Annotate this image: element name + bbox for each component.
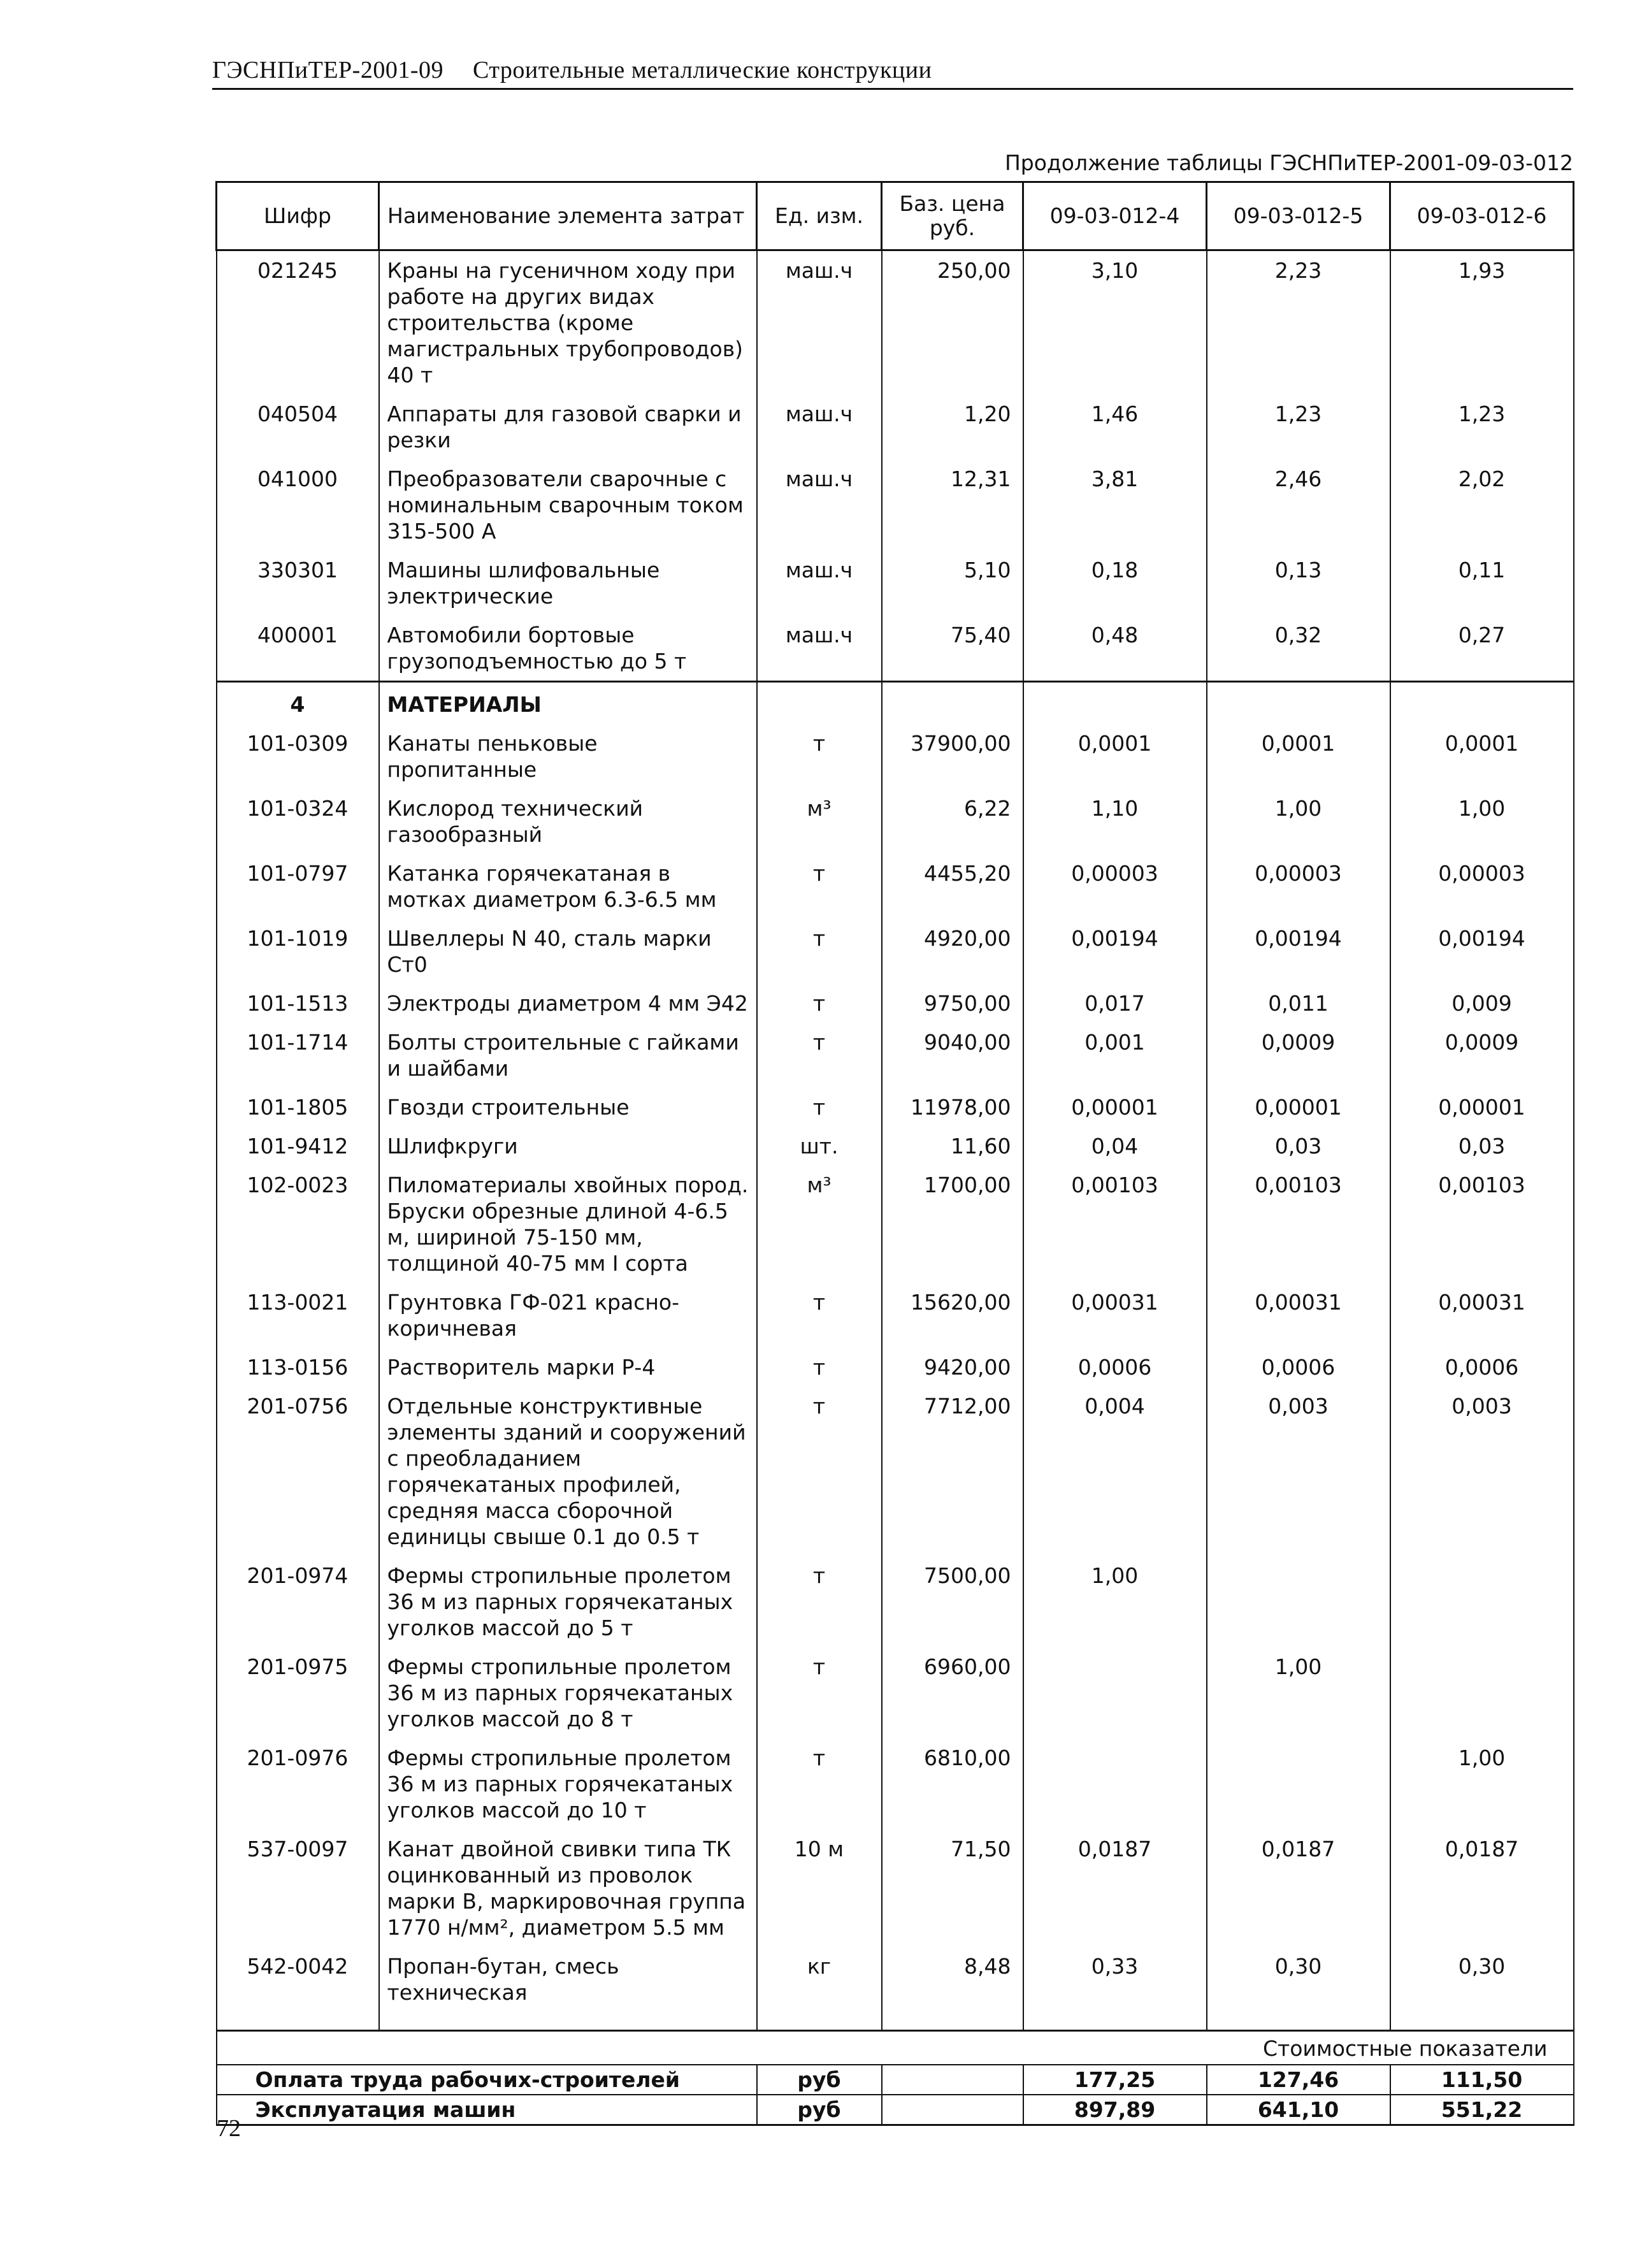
- norm-value-4: [1023, 1647, 1207, 1738]
- base-price: 15620,00: [882, 1283, 1023, 1348]
- base-price: 75,40: [882, 616, 1023, 682]
- norm-value-5: 1,00: [1207, 789, 1390, 854]
- resource-name: Канаты пеньковые пропитанные: [379, 724, 757, 789]
- table-row: [217, 551, 1574, 616]
- norm-value-4: 3,10: [1023, 250, 1207, 395]
- header-code: ГЭСНПиТЕР-2001-09: [212, 57, 443, 83]
- norm-value-6: 0,00194: [1390, 919, 1574, 984]
- table-row: [217, 789, 1574, 854]
- norm-value-6: 0,00003: [1390, 854, 1574, 919]
- norm-value-4: 0,00003: [1023, 854, 1207, 919]
- base-price: 6810,00: [882, 1738, 1023, 1830]
- base-price: 37900,00: [882, 724, 1023, 789]
- resource-code: 201-0756: [217, 1387, 379, 1556]
- base-price: 8,48: [882, 1947, 1023, 2012]
- resource-code: 201-0975: [217, 1647, 379, 1738]
- norm-value-5: 0,00103: [1207, 1166, 1390, 1283]
- table-row: [217, 1283, 1574, 1348]
- norm-value-5: 0,03: [1207, 1127, 1390, 1166]
- cost-indicators-label: Стоимостные показатели: [217, 2031, 1574, 2065]
- norm-value-6: 1,00: [1390, 1738, 1574, 1830]
- resource-code: 021245: [217, 250, 379, 395]
- norm-value-5: 0,0006: [1207, 1348, 1390, 1387]
- table-row: [217, 250, 1574, 395]
- resource-code: 101-0309: [217, 724, 379, 789]
- norm-value-5: 2,23: [1207, 250, 1390, 395]
- base-price: 1,20: [882, 394, 1023, 459]
- norm-value-6: 0,00031: [1390, 1283, 1574, 1348]
- base-price: 9420,00: [882, 1348, 1023, 1387]
- norm-value-5: 0,13: [1207, 551, 1390, 616]
- cost-indicators-row: [217, 2031, 1574, 2065]
- col-header-norm-5: 09-03-012-5: [1207, 182, 1390, 250]
- resource-unit: т: [757, 1387, 882, 1556]
- norm-value-5: 0,00031: [1207, 1283, 1390, 1348]
- resource-unit: 10 м: [757, 1830, 882, 1947]
- col-header-code: Шифр: [217, 182, 379, 250]
- norm-value-4: 0,0006: [1023, 1348, 1207, 1387]
- norm-value-5: 0,003: [1207, 1387, 1390, 1556]
- base-price: 11978,00: [882, 1088, 1023, 1127]
- norm-value-6: 0,00103: [1390, 1166, 1574, 1283]
- norm-value-6: 2,02: [1390, 459, 1574, 551]
- resource-code: 113-0156: [217, 1348, 379, 1387]
- summary-row: [217, 2095, 1574, 2125]
- base-price: 12,31: [882, 459, 1023, 551]
- col-header-norm-4: 09-03-012-4: [1023, 182, 1207, 250]
- summary-blank: [882, 2095, 1023, 2125]
- norm-value-4: 0,017: [1023, 984, 1207, 1023]
- summary-value-4: 177,25: [1023, 2065, 1207, 2095]
- norm-value-5: 0,0009: [1207, 1023, 1390, 1088]
- norm-value-6: 0,0006: [1390, 1348, 1574, 1387]
- summary-value-5: 641,10: [1207, 2095, 1390, 2125]
- base-price: 9040,00: [882, 1023, 1023, 1088]
- norm-value-6: 0,003: [1390, 1387, 1574, 1556]
- norm-value-5: 0,011: [1207, 984, 1390, 1023]
- resource-unit: т: [757, 1738, 882, 1830]
- table-row: [217, 1387, 1574, 1556]
- norm-value-6: 1,00: [1390, 789, 1574, 854]
- resource-name: Шлифкруги: [379, 1127, 757, 1166]
- norm-value-4: 0,00103: [1023, 1166, 1207, 1283]
- norm-value-5: 0,30: [1207, 1947, 1390, 2012]
- norm-value-5: 0,00194: [1207, 919, 1390, 984]
- resource-name: Гвозди строительные: [379, 1088, 757, 1127]
- resource-name: Краны на гусеничном ходу при работе на других видах строительства (кроме магистральных трубопроводов) 40 т: [379, 250, 757, 395]
- base-price: 6960,00: [882, 1647, 1023, 1738]
- col-header-norm-6: 09-03-012-6: [1390, 182, 1574, 250]
- table-row: [217, 1947, 1574, 2012]
- norm-value-4: 3,81: [1023, 459, 1207, 551]
- norm-value-5: 1,23: [1207, 394, 1390, 459]
- norm-value-4: 0,18: [1023, 551, 1207, 616]
- table-row: [217, 394, 1574, 459]
- resource-name: Отдельные конструктивные элементы зданий и сооружений с преобладанием горячекатаных профилей, средняя масса сборочной единицы свыше 0.1 до 0.5 т: [379, 1387, 757, 1556]
- summary-value-6: 551,22: [1390, 2095, 1574, 2125]
- summary-unit: руб: [757, 2065, 882, 2095]
- resource-name: Канат двойной свивки типа ТК оцинкованный из проволок марки В, маркировочная группа 1770 н/мм², диаметром 5.5 мм: [379, 1830, 757, 1947]
- resource-code: 537-0097: [217, 1830, 379, 1947]
- resource-name: Катанка горячекатаная в мотках диаметром 6.3-6.5 мм: [379, 854, 757, 919]
- resource-code: 330301: [217, 551, 379, 616]
- summary-value-4: 897,89: [1023, 2095, 1207, 2125]
- norm-value-5: 0,0187: [1207, 1830, 1390, 1947]
- table-row: [217, 1348, 1574, 1387]
- norm-value-6: 1,93: [1390, 250, 1574, 395]
- base-price: 250,00: [882, 250, 1023, 395]
- summary-value-5: 127,46: [1207, 2065, 1390, 2095]
- norm-value-6: [1390, 1556, 1574, 1647]
- table-row: [217, 1556, 1574, 1647]
- resource-code: 101-9412: [217, 1127, 379, 1166]
- resource-unit: т: [757, 854, 882, 919]
- table-row: [217, 1088, 1574, 1127]
- norm-value-6: 0,03: [1390, 1127, 1574, 1166]
- resource-name: Фермы стропильные пролетом 36 м из парных горячекатаных уголков массой до 10 т: [379, 1738, 757, 1830]
- base-price: 6,22: [882, 789, 1023, 854]
- norm-value-6: 0,0001: [1390, 724, 1574, 789]
- col-header-unit: Ед. изм.: [757, 182, 882, 250]
- norm-value-5: 1,00: [1207, 1647, 1390, 1738]
- page-number: 72: [217, 2115, 241, 2142]
- norm-value-4: 0,00194: [1023, 919, 1207, 984]
- norm-value-4: 0,004: [1023, 1387, 1207, 1556]
- resource-unit: маш.ч: [757, 551, 882, 616]
- resource-code: 040504: [217, 394, 379, 459]
- summary-label: Эксплуатация машин: [217, 2095, 757, 2125]
- resource-unit: маш.ч: [757, 459, 882, 551]
- col-header-price: Баз. цена руб.: [882, 182, 1023, 250]
- resource-name: Автомобили бортовые грузоподъемностью до 5 т: [379, 616, 757, 682]
- section-number: 4: [217, 682, 379, 725]
- base-price: 7500,00: [882, 1556, 1023, 1647]
- machines-section: [217, 250, 1574, 682]
- norm-value-4: 0,001: [1023, 1023, 1207, 1088]
- resource-unit: м³: [757, 789, 882, 854]
- norm-value-6: 0,27: [1390, 616, 1574, 682]
- norm-value-6: 0,0187: [1390, 1830, 1574, 1947]
- resource-name: Растворитель марки Р-4: [379, 1348, 757, 1387]
- materials-section: [217, 682, 1574, 2012]
- table-row: [217, 1830, 1574, 1947]
- resource-code: 542-0042: [217, 1947, 379, 2012]
- table-row: [217, 1127, 1574, 1166]
- resource-unit: м³: [757, 1166, 882, 1283]
- resource-unit: т: [757, 1556, 882, 1647]
- resource-code: 101-1714: [217, 1023, 379, 1088]
- section-title: МАТЕРИАЛЫ: [379, 682, 757, 725]
- table-continuation-caption: Продолжение таблицы ГЭСНПиТЕР-2001-09-03-012: [1004, 150, 1573, 175]
- table-row: [217, 1738, 1574, 1830]
- resource-code: 101-1513: [217, 984, 379, 1023]
- norm-value-6: 0,0009: [1390, 1023, 1574, 1088]
- resource-code: 101-0797: [217, 854, 379, 919]
- resource-unit: т: [757, 919, 882, 984]
- base-price: 71,50: [882, 1830, 1023, 1947]
- resource-code: 041000: [217, 459, 379, 551]
- resource-name: Болты строительные с гайками и шайбами: [379, 1023, 757, 1088]
- norm-value-5: 0,00001: [1207, 1088, 1390, 1127]
- table-row: [217, 854, 1574, 919]
- resource-name: Грунтовка ГФ-021 красно-коричневая: [379, 1283, 757, 1348]
- resource-code: 400001: [217, 616, 379, 682]
- table-header: [217, 182, 1574, 250]
- resource-unit: маш.ч: [757, 250, 882, 395]
- norm-value-4: 0,00001: [1023, 1088, 1207, 1127]
- norm-value-4: 1,10: [1023, 789, 1207, 854]
- norm-value-4: 0,48: [1023, 616, 1207, 682]
- summary-unit: руб: [757, 2095, 882, 2125]
- norm-value-5: [1207, 1556, 1390, 1647]
- resource-unit: т: [757, 1088, 882, 1127]
- resource-unit: т: [757, 984, 882, 1023]
- table-row: [217, 459, 1574, 551]
- base-price: 4455,20: [882, 854, 1023, 919]
- resource-name: Преобразователи сварочные с номинальным сварочным током 315-500 А: [379, 459, 757, 551]
- norm-value-4: 0,00031: [1023, 1283, 1207, 1348]
- resource-unit: т: [757, 724, 882, 789]
- summary-row: [217, 2065, 1574, 2095]
- resource-code: 201-0976: [217, 1738, 379, 1830]
- norm-value-4: 0,04: [1023, 1127, 1207, 1166]
- table-row: [217, 1023, 1574, 1088]
- resource-unit: т: [757, 1647, 882, 1738]
- resource-unit: т: [757, 1348, 882, 1387]
- resource-name: Швеллеры N 40, сталь марки Ст0: [379, 919, 757, 984]
- table-row: [217, 984, 1574, 1023]
- resource-code: 113-0021: [217, 1283, 379, 1348]
- resource-unit: кг: [757, 1947, 882, 2012]
- norm-value-5: 2,46: [1207, 459, 1390, 551]
- resource-unit: т: [757, 1283, 882, 1348]
- base-price: 4920,00: [882, 919, 1023, 984]
- base-price: 1700,00: [882, 1166, 1023, 1283]
- norm-value-5: [1207, 1738, 1390, 1830]
- materials-section-header: [217, 682, 1574, 725]
- header-title: Строительные металлические конструкции: [473, 57, 932, 83]
- resource-code: 101-1805: [217, 1088, 379, 1127]
- summary-label: Оплата труда рабочих-строителей: [217, 2065, 757, 2095]
- resource-name: Электроды диаметром 4 мм Э42: [379, 984, 757, 1023]
- resource-unit: маш.ч: [757, 616, 882, 682]
- norm-value-6: [1390, 1647, 1574, 1738]
- norm-value-4: 1,46: [1023, 394, 1207, 459]
- resource-unit: маш.ч: [757, 394, 882, 459]
- resource-name: Машины шлифовальные электрические: [379, 551, 757, 616]
- col-header-name: Наименование элемента затрат: [379, 182, 757, 250]
- resource-name: Пиломатериалы хвойных пород. Бруски обрезные длиной 4-6.5 м, шириной 75-150 мм, толщиной 40-75 мм I сорта: [379, 1166, 757, 1283]
- summary-blank: [882, 2065, 1023, 2095]
- resource-name: Фермы стропильные пролетом 36 м из парных горячекатаных уголков массой до 5 т: [379, 1556, 757, 1647]
- table-row: [217, 1166, 1574, 1283]
- base-price: 9750,00: [882, 984, 1023, 1023]
- norm-value-4: [1023, 1738, 1207, 1830]
- table-row: [217, 1647, 1574, 1738]
- base-price: 7712,00: [882, 1387, 1023, 1556]
- resource-code: 101-1019: [217, 919, 379, 984]
- resource-unit: т: [757, 1023, 882, 1088]
- norm-value-4: 1,00: [1023, 1556, 1207, 1647]
- norm-value-4: 0,33: [1023, 1947, 1207, 2012]
- norm-value-6: 1,23: [1390, 394, 1574, 459]
- table-row: [217, 919, 1574, 984]
- norm-value-6: 0,11: [1390, 551, 1574, 616]
- resource-name: Фермы стропильные пролетом 36 м из парных горячекатаных уголков массой до 8 т: [379, 1647, 757, 1738]
- base-price: 11,60: [882, 1127, 1023, 1166]
- summary-value-6: 111,50: [1390, 2065, 1574, 2095]
- norm-value-6: 0,00001: [1390, 1088, 1574, 1127]
- resource-code: 201-0974: [217, 1556, 379, 1647]
- norm-value-4: 0,0001: [1023, 724, 1207, 789]
- resource-code: 101-0324: [217, 789, 379, 854]
- norm-value-6: 0,30: [1390, 1947, 1574, 2012]
- norm-value-4: 0,0187: [1023, 1830, 1207, 1947]
- resource-name: Кислород технический газообразный: [379, 789, 757, 854]
- resource-unit: шт.: [757, 1127, 882, 1166]
- base-price: 5,10: [882, 551, 1023, 616]
- cost-summary: [217, 2012, 1574, 2065]
- resource-name: Пропан-бутан, смесь техническая: [379, 1947, 757, 2012]
- norm-value-5: 0,00003: [1207, 854, 1390, 919]
- summary-rows: [217, 2065, 1574, 2125]
- norm-value-5: 0,0001: [1207, 724, 1390, 789]
- table-row: [217, 724, 1574, 789]
- norm-value-6: 0,009: [1390, 984, 1574, 1023]
- running-header: [212, 56, 1573, 90]
- norm-value-5: 0,32: [1207, 616, 1390, 682]
- table-row: [217, 616, 1574, 682]
- resource-code: 102-0023: [217, 1166, 379, 1283]
- resource-table: [215, 181, 1574, 2126]
- resource-name: Аппараты для газовой сварки и резки: [379, 394, 757, 459]
